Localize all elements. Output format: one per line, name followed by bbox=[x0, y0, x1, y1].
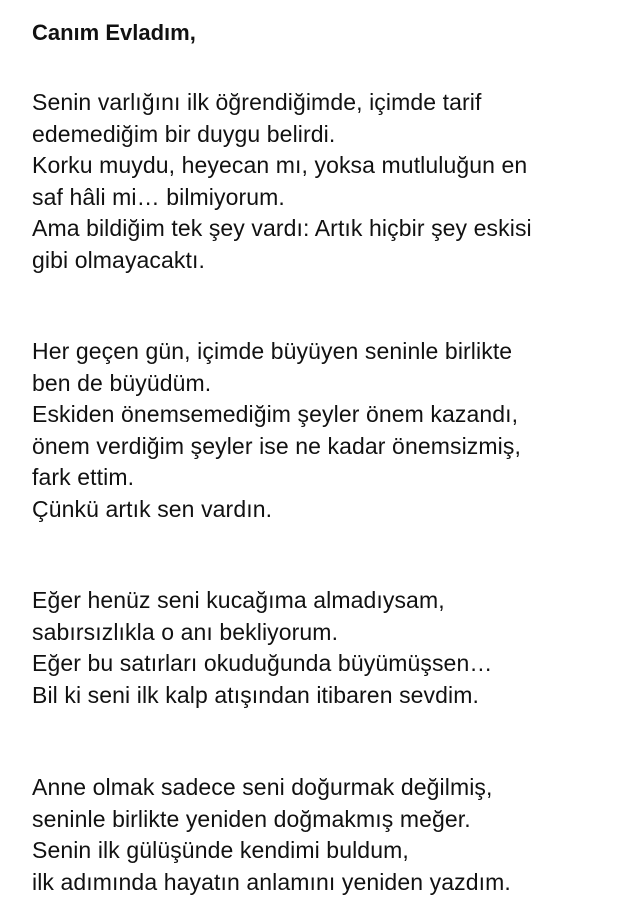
letter-line: saf hâli mi… bilmiyorum. bbox=[32, 183, 285, 210]
letter-line: fark ettim. bbox=[32, 464, 135, 490]
letter-line: Korku muydu, heyecan mı, yoksa mutluluğun en bbox=[32, 152, 528, 178]
letter-salutation: Canım Evladım, bbox=[32, 20, 196, 45]
letter-line: sabırsızlıkla o anı bekliyorum. bbox=[32, 618, 339, 645]
letter-line: Eğer bu satırları okuduğunda büyümüşsen… bbox=[32, 650, 493, 676]
letter-paragraph-4 bbox=[32, 772, 511, 898]
letter-line: Senin varlığını ilk öğrendiğimde, içimde tarif bbox=[32, 89, 482, 115]
letter-line: önem verdiğim şeyler ise ne kadar önemsizmiş, bbox=[32, 432, 521, 459]
letter-line: Bil ki seni ilk kalp atışından itibaren sevdim. bbox=[32, 681, 480, 708]
letter-paragraph-3 bbox=[32, 585, 492, 711]
letter-line: Her geçen gün, içimde büyüyen seninle birlikte bbox=[32, 338, 513, 364]
letter-line: edemediğim bir duygu belirdi. bbox=[32, 120, 336, 147]
letter-line: Anne olmak sadece seni doğurmak değilmiş, bbox=[32, 774, 493, 800]
letter-line: gibi olmayacaktı. bbox=[32, 246, 205, 273]
letter-line: Çünkü artık sen vardın. bbox=[32, 495, 273, 522]
letter-line: Eskiden önemsemediğim şeyler önem kazandı, bbox=[32, 401, 519, 427]
letter-line: Ama bildiğim tek şey vardı: Artık hiçbir şey eskisi bbox=[32, 215, 532, 241]
letter-line: ilk adımında hayatın anlamını yeniden yazdım. bbox=[32, 868, 511, 895]
letter-line: Eğer henüz seni kucağıma almadıysam, bbox=[32, 587, 445, 613]
letter-paragraph-1 bbox=[32, 87, 532, 276]
letter-line: ben de büyüdüm. bbox=[32, 369, 212, 396]
letter-line: Senin ilk gülüşünde kendimi buldum, bbox=[32, 837, 409, 863]
letter-paragraph-2 bbox=[32, 336, 521, 525]
letter-line: seninle birlikte yeniden doğmakmış meğer. bbox=[32, 805, 471, 832]
